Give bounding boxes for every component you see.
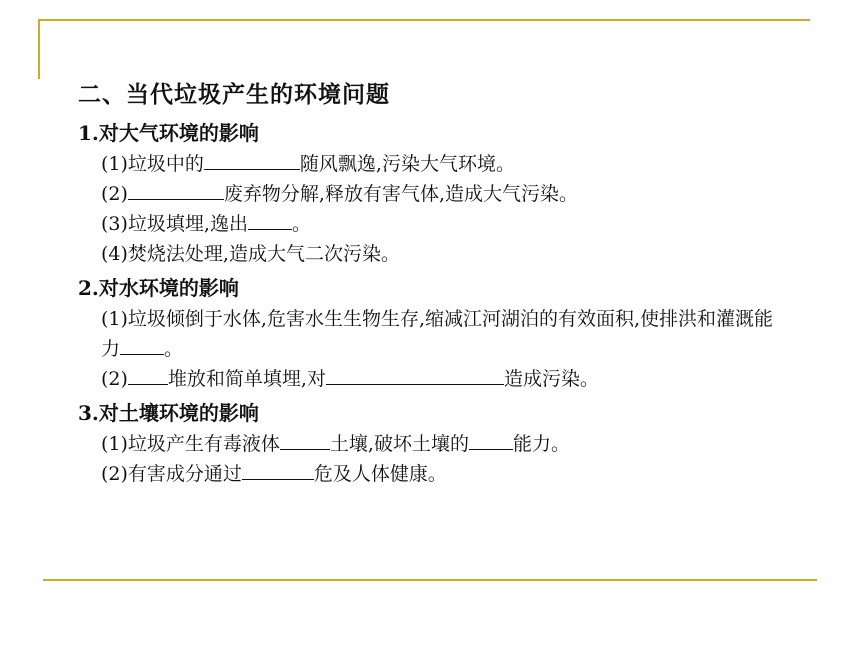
section-title-water: 2.对水环境的影响 — [78, 276, 239, 300]
page-title: 二、当代垃圾产生的环境问题 — [78, 82, 390, 108]
fill-blank — [242, 461, 314, 480]
fill-blank — [469, 431, 513, 450]
fill-blank — [128, 366, 168, 385]
list-item: (1)垃圾倾倒于水体,危害水生生物生存,缩减江河湖泊的有效面积,使排洪和灌溉能力 。 — [101, 308, 774, 360]
list-item: (3)垃圾填埋,逸出 。 — [101, 209, 818, 239]
fill-blank — [248, 211, 292, 230]
fill-blank — [280, 431, 330, 450]
list-item: (4)焚烧法处理,造成大气二次污染。 — [101, 243, 400, 265]
fill-blank — [204, 151, 300, 170]
fill-blank — [326, 366, 504, 385]
section-title-soil: 3.对土壤环境的影响 — [78, 401, 259, 425]
list-item: (2)有害成分通过 危及人体健康。 — [101, 459, 818, 489]
list-item: (1)垃圾中的 随风飘逸,污染大气环境。 — [101, 149, 818, 179]
fill-blank — [128, 181, 224, 200]
list-item: (1)垃圾产生有毒液体 土壤,破坏土壤的 能力。 — [101, 429, 818, 459]
list-item: (2) 堆放和简单填埋,对 造成污染。 — [101, 364, 818, 394]
slide-content — [78, 80, 818, 489]
left-border-line — [38, 19, 40, 79]
list-item: (2) 废弃物分解,释放有害气体,造成大气污染。 — [101, 179, 818, 209]
section-title-air: 1.对大气环境的影响 — [78, 121, 259, 145]
bottom-border-line — [43, 579, 817, 581]
fill-blank — [120, 336, 164, 355]
top-border-line — [38, 19, 810, 21]
